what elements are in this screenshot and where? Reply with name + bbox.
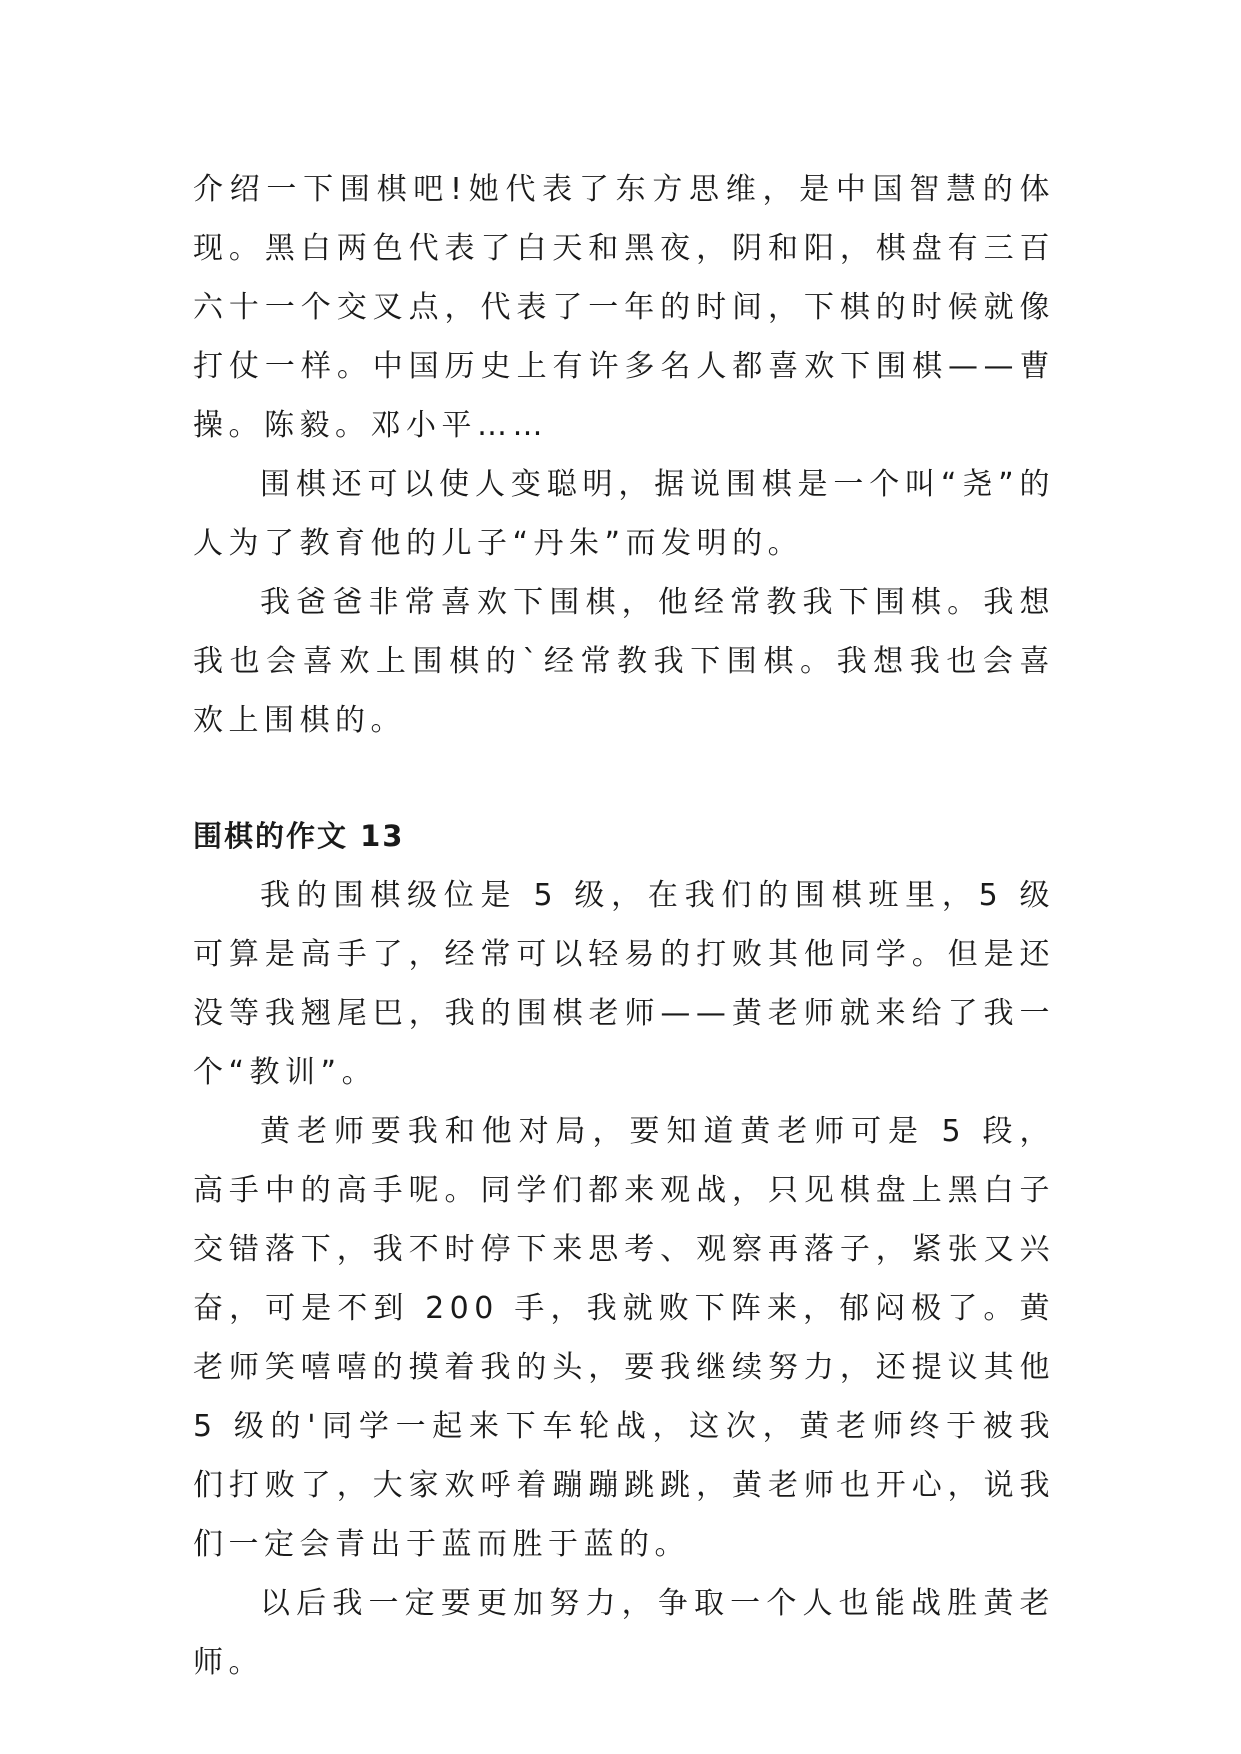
section-title: 围棋的作文 13 (193, 819, 405, 853)
paragraph-conclusion: 以后我一定要更加努力，争取一个人也能战胜黄老师。 (193, 1586, 1055, 1680)
paragraph-intro: 介绍一下围棋吧!她代表了东方思维，是中国智慧的体现。黑白两色代表了白天和黑夜，阴和阳，棋盘有三百六十一个交叉点，代表了一年的时间，下棋的时候就像打仗一样。中国历史上有许多名人都喜欢下围棋——曹操。陈毅。邓小平…… (193, 172, 1055, 443)
document-page (193, 160, 1055, 1692)
paragraph-smart: 围棋还可以使人变聪明，据说围棋是一个叫“尧”的人为了教育他的儿子“丹朱”而发明的。 (193, 467, 1055, 561)
paragraph-match: 黄老师要我和他对局，要知道黄老师可是 5 段，高手中的高手呢。同学们都来观战，只见棋盘上黑白子交错落下，我不时停下来思考、观察再落子，紧张又兴奋，可是不到 200 手，我就败下阵来，郁闷极了。黄老师笑嘻嘻的摸着我的头，要我继续努力，还提议其他 5 级的'同学一起来下车轮战，这次，黄老师终于被我们打败了，大家欢呼着蹦蹦跳跳，黄老师也开心，说我们一定会青出于蓝而胜于蓝的。 (193, 1114, 1055, 1562)
paragraph-level: 我的围棋级位是 5 级，在我们的围棋班里，5 级可算是高手了，经常可以轻易的打败其他同学。但是还没等我翘尾巴，我的围棋老师——黄老师就来给了我一个“教训”。 (193, 878, 1055, 1090)
paragraph-dad: 我爸爸非常喜欢下围棋，他经常教我下围棋。我想我也会喜欢上围棋的`经常教我下围棋。我想我也会喜欢上围棋的。 (193, 585, 1055, 738)
